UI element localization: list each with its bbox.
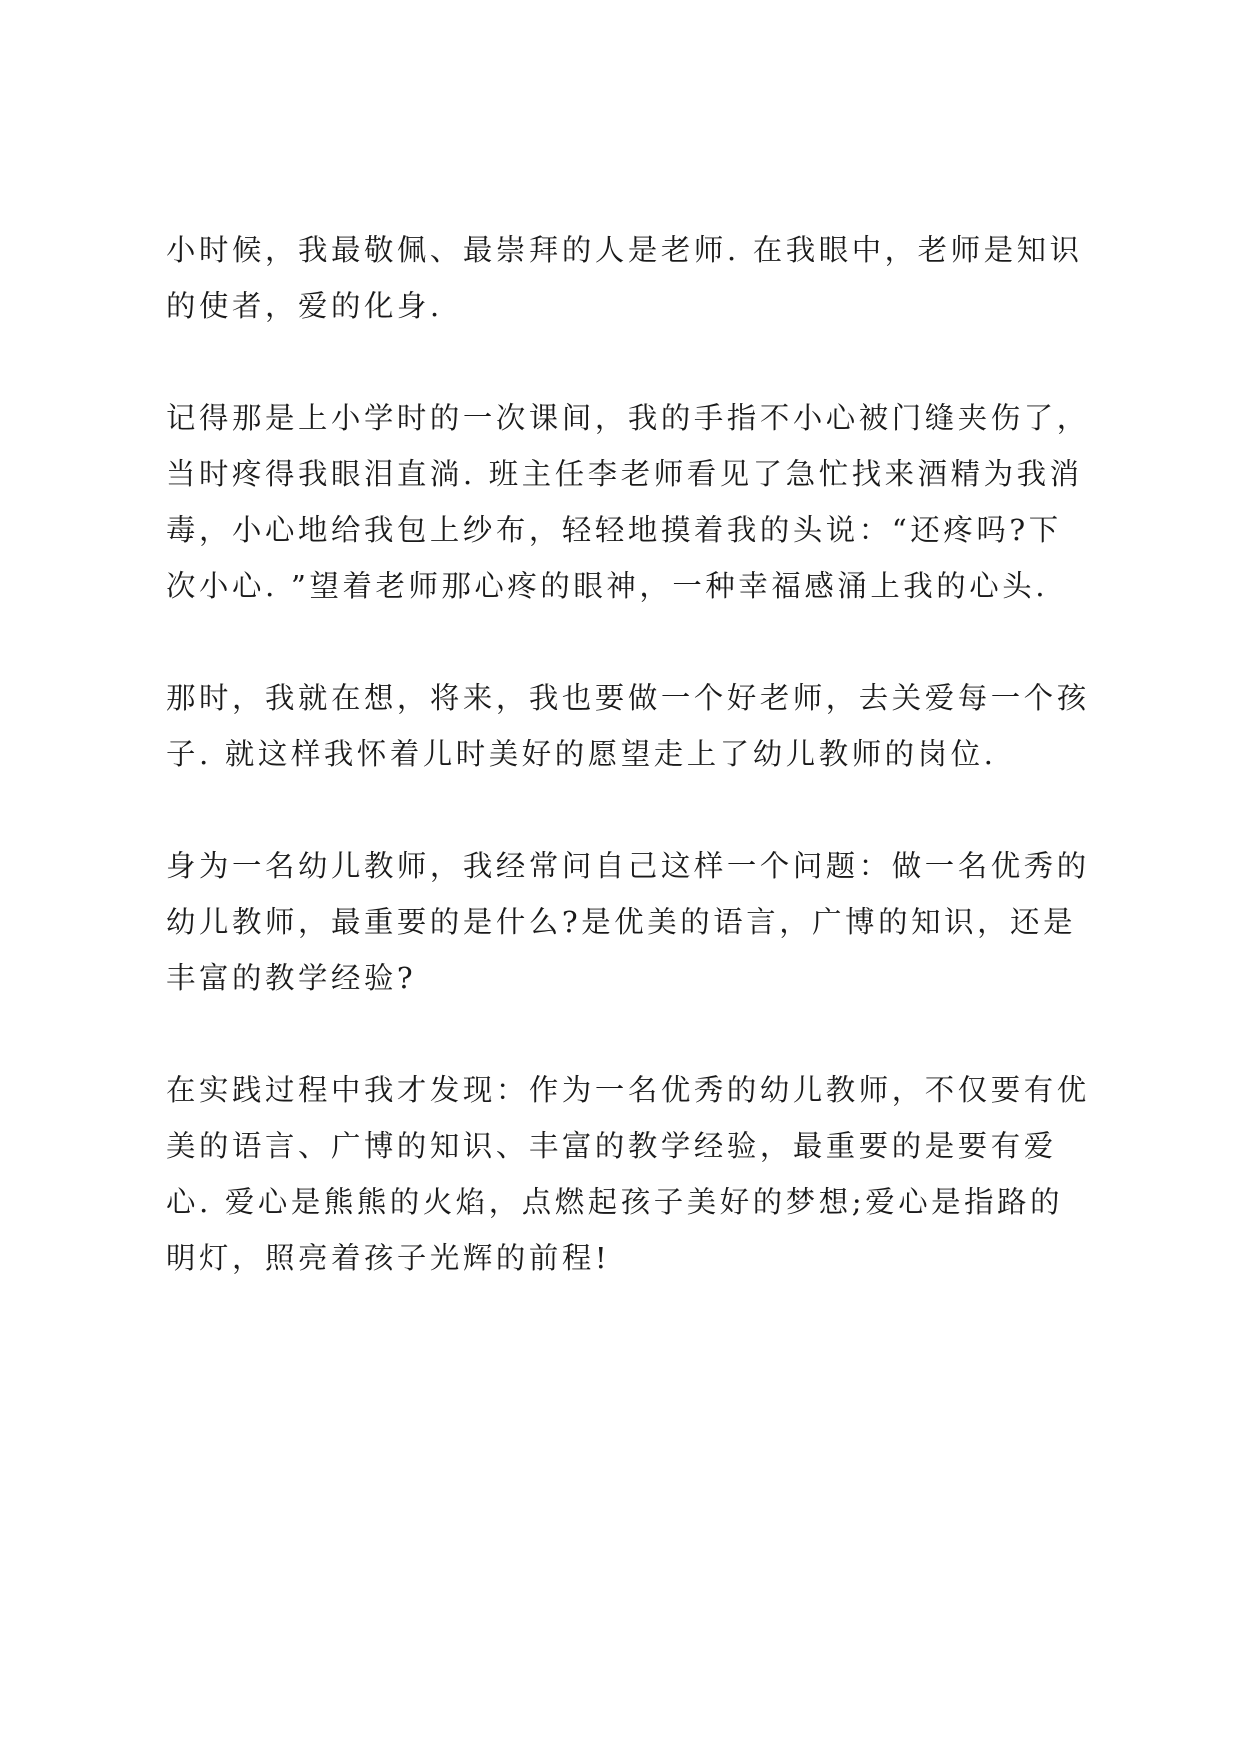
paragraph-line: 美的语言、广博的知识、丰富的教学经验，最重要的是要有爱 [166, 1129, 1057, 1163]
paragraph-1 [166, 222, 1096, 334]
paragraph-line: 记得那是上小学时的一次课间，我的手指不小心被门缝夹伤了， [166, 401, 1090, 435]
paragraph-line: 小时候，我最敬佩、最崇拜的人是老师. 在我眼中，老师是知识 [166, 233, 1083, 267]
paragraph-line: 毒，小心地给我包上纱布，轻轻地摸着我的头说：“还疼吗?下 [166, 513, 1062, 547]
paragraph-5 [166, 1062, 1096, 1286]
paragraph-2 [166, 390, 1096, 614]
paragraph-line: 次小心. ”望着老师那心疼的眼神，一种幸福感涌上我的心头. [166, 569, 1049, 603]
document-body [166, 222, 1096, 1286]
paragraph-line: 子. 就这样我怀着儿时美好的愿望走上了幼儿教师的岗位. [166, 737, 997, 771]
paragraph-line: 当时疼得我眼泪直淌. 班主任李老师看见了急忙找来酒精为我消 [166, 457, 1083, 491]
paragraph-line: 心. 爱心是熊熊的火焰，点燃起孩子美好的梦想;爱心是指路的 [166, 1185, 1064, 1219]
paragraph-3 [166, 670, 1096, 782]
paragraph-line: 身为一名幼儿教师，我经常问自己这样一个问题：做一名优秀的 [166, 849, 1090, 883]
paragraph-line: 丰富的教学经验? [166, 961, 417, 995]
paragraph-line: 在实践过程中我才发现：作为一名优秀的幼儿教师，不仅要有优 [166, 1073, 1090, 1107]
paragraph-line: 幼儿教师，最重要的是什么?是优美的语言，广博的知识，还是 [166, 905, 1077, 939]
paragraph-line: 的使者，爱的化身. [166, 289, 443, 323]
paragraph-line: 明灯，照亮着孩子光辉的前程! [166, 1241, 611, 1275]
paragraph-4 [166, 838, 1096, 1006]
paragraph-line: 那时，我就在想，将来，我也要做一个好老师，去关爱每一个孩 [166, 681, 1090, 715]
